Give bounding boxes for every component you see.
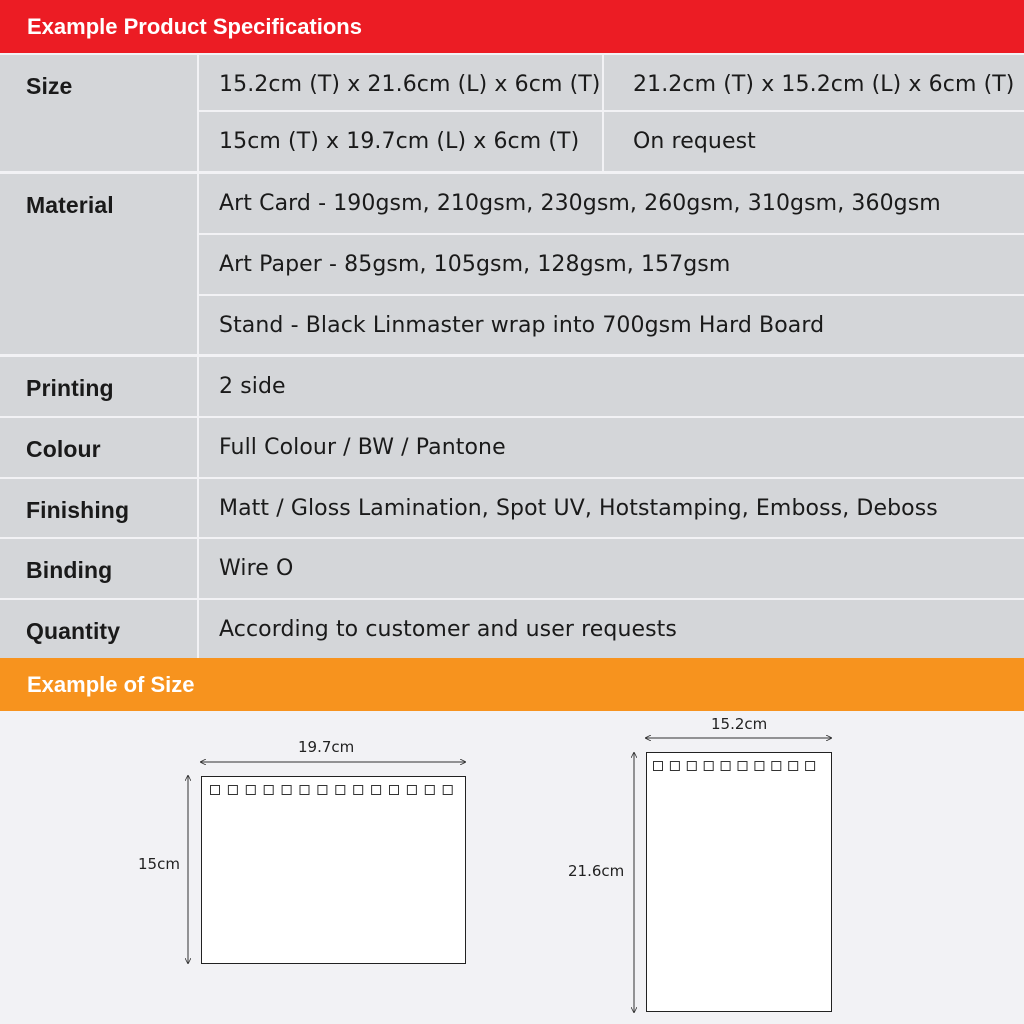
- finishing-label: Finishing: [26, 497, 130, 523]
- binding-hole: [425, 786, 434, 795]
- binding-hole: [264, 786, 273, 795]
- material-value: Art Card - 190gsm, 210gsm, 230gsm, 260gsm, 310gsm, 360gsm: [219, 191, 941, 216]
- material-value: Stand - Black Linmaster wrap into 700gsm Hard Board: [219, 313, 825, 338]
- portrait-height-label: 21.6cm: [568, 862, 625, 880]
- quantity-label-cell: [0, 600, 197, 658]
- size-option: 21.2cm (T) x 15.2cm (L) x 6cm (T): [633, 72, 1015, 97]
- binding-hole: [228, 786, 237, 795]
- portrait-width-label: 15.2cm: [711, 715, 768, 733]
- binding-hole: [443, 786, 452, 795]
- colour-label: Colour: [26, 436, 101, 462]
- size-example-banner: [0, 658, 1024, 711]
- colour-label-cell: [0, 418, 197, 477]
- binding-hole: [755, 762, 764, 771]
- portrait-notebook: [647, 753, 832, 1012]
- material-value-cell: [199, 235, 1024, 294]
- size-example-title: Example of Size: [27, 671, 195, 697]
- spec-header-banner: [0, 0, 1024, 53]
- binding-hole: [318, 786, 327, 795]
- binding-hole: [390, 786, 399, 795]
- quantity-label: Quantity: [26, 618, 121, 644]
- binding-hole: [789, 762, 798, 771]
- size-option: On request: [633, 129, 756, 154]
- landscape-notebook: [202, 777, 466, 964]
- colour-value: Full Colour / BW / Pantone: [219, 435, 506, 460]
- binding-hole: [246, 786, 255, 795]
- size-option-cell: [604, 112, 1024, 171]
- binding-hole: [687, 762, 696, 771]
- quantity-value-cell: [199, 600, 1024, 658]
- finishing-value-cell: [199, 479, 1024, 537]
- binding-hole: [354, 786, 363, 795]
- quantity-value: According to customer and user requests: [219, 617, 677, 642]
- size-label: Size: [26, 73, 73, 99]
- binding-hole: [654, 762, 663, 771]
- binding-label: Binding: [26, 557, 113, 583]
- material-value: Art Paper - 85gsm, 105gsm, 128gsm, 157gsm: [219, 252, 731, 277]
- printing-value-cell: [199, 357, 1024, 416]
- binding-hole: [738, 762, 747, 771]
- finishing-value: Matt / Gloss Lamination, Spot UV, Hotstamping, Emboss, Deboss: [219, 496, 938, 521]
- size-option: 15cm (T) x 19.7cm (L) x 6cm (T): [219, 129, 580, 154]
- printing-label-cell: [0, 357, 197, 416]
- colour-value-cell: [199, 418, 1024, 477]
- binding-hole: [372, 786, 381, 795]
- binding-hole: [704, 762, 713, 771]
- binding-hole: [211, 786, 220, 795]
- binding-hole: [407, 786, 416, 795]
- landscape-width-label: 19.7cm: [298, 738, 355, 756]
- material-label: Material: [26, 192, 114, 218]
- binding-hole: [721, 762, 730, 771]
- material-value-cell: [199, 296, 1024, 354]
- binding-hole: [336, 786, 345, 795]
- size-option-cell: [604, 55, 1024, 110]
- landscape-height-label: 15cm: [138, 855, 180, 873]
- spec-header-title: Example Product Specifications: [27, 13, 362, 39]
- binding-hole: [772, 762, 781, 771]
- material-value-cell: [199, 174, 1024, 233]
- size-diagram-area: [0, 711, 1024, 1024]
- size-option: 15.2cm (T) x 21.6cm (L) x 6cm (T): [219, 72, 601, 97]
- finishing-label-cell: [0, 479, 197, 537]
- binding-label-cell: [0, 539, 197, 598]
- binding-value: Wire O: [219, 556, 294, 581]
- size-option-cell: [199, 112, 602, 171]
- size-option-cell: [199, 55, 602, 110]
- material-label-cell: [0, 174, 197, 354]
- binding-hole: [300, 786, 309, 795]
- binding-hole: [670, 762, 679, 771]
- binding-hole: [806, 762, 815, 771]
- binding-hole: [282, 786, 291, 795]
- printing-value: 2 side: [219, 374, 286, 399]
- binding-value-cell: [199, 539, 1024, 598]
- size-label-cell: [0, 55, 197, 171]
- printing-label: Printing: [26, 375, 114, 401]
